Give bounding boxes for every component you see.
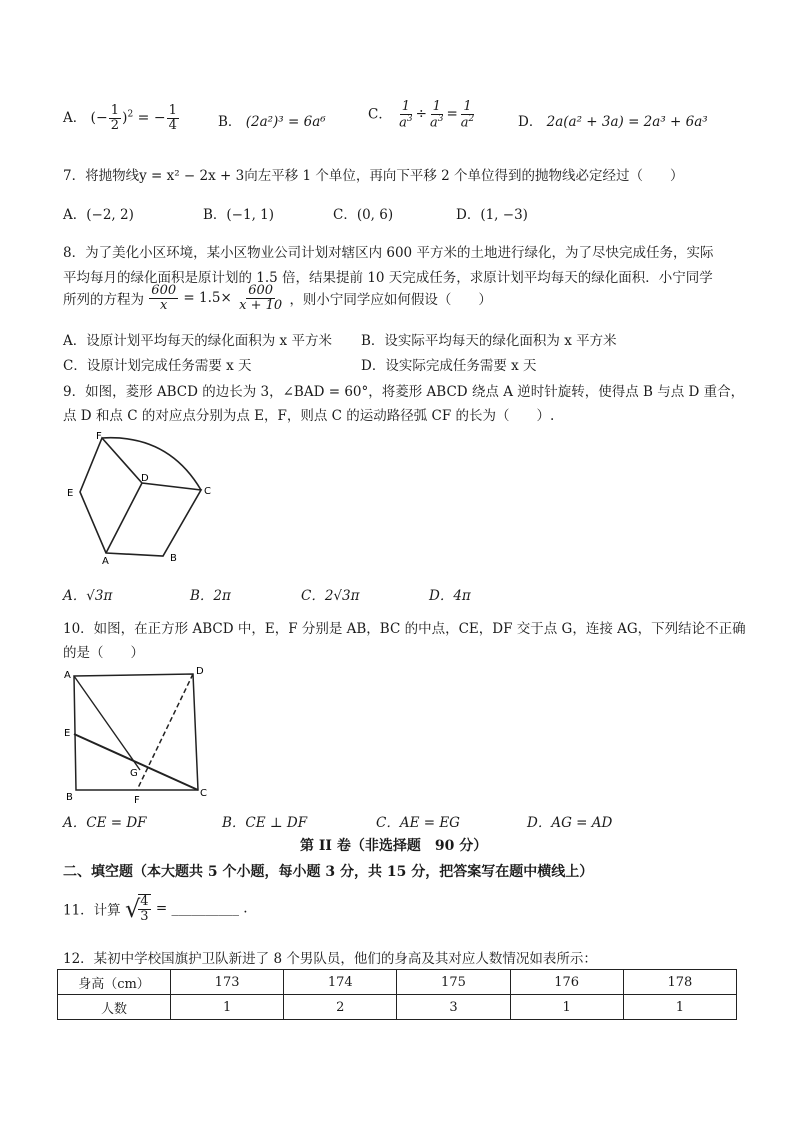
q6-a-expr: (− $\frac{1}{2}$ )$^2$ = − $\frac{1}{4}$	[90, 103, 177, 133]
table-row	[58, 970, 737, 995]
q8-line3-suffix: ，则小宁同学应如何假设（ ）	[289, 292, 492, 309]
q10-option-b: B．CE ⊥ DF	[222, 815, 308, 831]
q9-line1: 9．如图，菱形 ABCD 的边长为 3，∠BAD = 60°，将菱形 ABCD 绕点 A 逆时针旋转，使得点 B 与点 D 重合，	[63, 384, 745, 400]
table-cell: 175	[397, 970, 510, 995]
q10-figure	[58, 662, 218, 810]
q8-frac1-den: x	[160, 297, 168, 313]
table-cell: 2	[284, 995, 397, 1020]
q6-d-expr: 2a(a² + 3a) = 2a³ + 6a³	[546, 114, 708, 130]
table-cell: 1	[510, 995, 623, 1020]
q11-suffix: = __________ .	[155, 900, 248, 917]
table-row	[58, 995, 737, 1020]
q6-option-a	[63, 104, 180, 132]
q11-rad-den: 3	[140, 908, 149, 924]
q10-label-c: C	[200, 788, 207, 799]
q10-label-b: B	[66, 792, 73, 803]
q8-line1: 8．为了美化小区环境，某小区物业公司计划对辖区内 600 平方米的土地进行绿化，为了尽快完成任务，实际	[63, 245, 714, 261]
q9-label-a: A	[102, 556, 109, 567]
q9-option-d: D．4π	[429, 588, 471, 604]
table-header-height: 身高（cm）	[58, 970, 171, 995]
q7-option-c: C．(0, 6)	[333, 207, 394, 223]
q7-option-a: A．(−2, 2)	[63, 207, 134, 223]
q9-label-c: C	[204, 486, 211, 497]
table-cell: 3	[397, 995, 510, 1020]
q6-b-expr: (2a²)³ = 6a⁶	[245, 114, 326, 130]
q7-option-d: D．(1, −3)	[456, 207, 528, 223]
part2-title: 第 II 卷（非选择题 90 分）	[300, 838, 488, 854]
q9-line2: 点 D 和点 C 的对应点分别为点 E，F，则点 C 的运动路径弧 CF 的长为（ ）.	[63, 408, 555, 424]
q8-eq-mid: = 1.5×	[183, 290, 232, 307]
q9-label-e: E	[67, 488, 74, 499]
q6-c-label: C．	[368, 106, 392, 123]
q6-c-expr: $\frac{1}{a^3}$ ÷ $\frac{1}{a^3}$ = $\frac{1}{a^2}$	[399, 99, 475, 130]
q11	[63, 894, 248, 923]
table-cell: 1	[171, 995, 284, 1020]
table-cell: 1	[623, 995, 736, 1020]
table-cell: 174	[284, 970, 397, 995]
q8-line2: 平均每月的绿化面积是原计划的 1.5 倍，结果提前 10 天完成任务，求原计划平均每天的绿化面积．小宁同学	[63, 270, 713, 286]
q8-frac2-num: 600	[248, 283, 274, 298]
q10-label-g: G	[130, 768, 138, 779]
q9-label-d: D	[141, 473, 149, 484]
q6-option-b	[218, 110, 326, 130]
sqrt-radical: √ $\frac{4}{3}$	[124, 894, 149, 924]
q10-line2: 的是（ ）	[63, 645, 144, 661]
table-header-count: 人数	[58, 995, 171, 1020]
q8-frac2	[237, 284, 284, 312]
q8-line3	[63, 284, 492, 312]
q8-line3-prefix: 所列的方程为	[63, 292, 144, 309]
q8-option-a: A．设原计划平均每天的绿化面积为 x 平方米	[63, 333, 332, 349]
q10-label-d: D	[196, 666, 204, 677]
q6-b-label: B．	[218, 114, 242, 130]
q11-rad-num: 4	[140, 894, 149, 909]
q9-figure	[58, 428, 228, 568]
q11-prefix: 11．计算	[63, 902, 121, 919]
height-table	[57, 969, 737, 1020]
q9-option-b: B．2π	[190, 588, 231, 604]
q9-label-b: B	[170, 553, 177, 564]
q9-option-a: A．√3π	[63, 588, 113, 604]
q8-frac1-num: 600	[151, 283, 177, 298]
q10-option-d: D．AG = AD	[527, 815, 613, 831]
q10-line1: 10．如图，在正方形 ABCD 中，E，F 分别是 AB，BC 的中点，CE，DF 交于点 G，连接 AG，下列结论不正确	[63, 621, 746, 637]
table-cell: 178	[623, 970, 736, 995]
q8-option-d: D．设实际完成任务需要 x 天	[361, 358, 537, 374]
q8-frac2-den: x + 10	[239, 297, 283, 313]
q6-option-c	[368, 100, 477, 130]
q12-text: 12．某初中学校国旗护卫队新进了 8 个男队员，他们的身高及其对应人数情况如表所示：	[63, 951, 597, 967]
q8-frac1	[149, 284, 178, 312]
q10-label-a: A	[64, 670, 71, 681]
q8-option-c: C．设原计划完成任务需要 x 天	[63, 358, 252, 374]
q9-option-c: C．2√3π	[301, 588, 360, 604]
q10-option-a: A．CE = DF	[63, 815, 147, 831]
q10-label-e: E	[64, 728, 71, 739]
q10-label-f: F	[134, 795, 140, 806]
section2-title: 二、填空题（本大题共 5 个小题，每小题 3 分，共 15 分，把答案写在题中横线上）	[63, 864, 594, 880]
q6-option-d	[518, 110, 708, 130]
table-cell: 176	[510, 970, 623, 995]
q6-d-label: D．	[518, 114, 543, 130]
q6-a-label: A．	[63, 110, 87, 127]
q10-option-c: C．AE = EG	[376, 815, 460, 831]
q8-option-b: B．设实际平均每天的绿化面积为 x 平方米	[361, 333, 617, 349]
q9-label-f: F	[96, 431, 102, 442]
q7-option-b: B．(−1, 1)	[203, 207, 275, 223]
table-cell: 173	[171, 970, 284, 995]
q7-text: 7．将抛物线y = x² − 2x + 3向左平移 1 个单位，再向下平移 2 个单位得到的抛物线必定经过（ ）	[63, 168, 684, 184]
